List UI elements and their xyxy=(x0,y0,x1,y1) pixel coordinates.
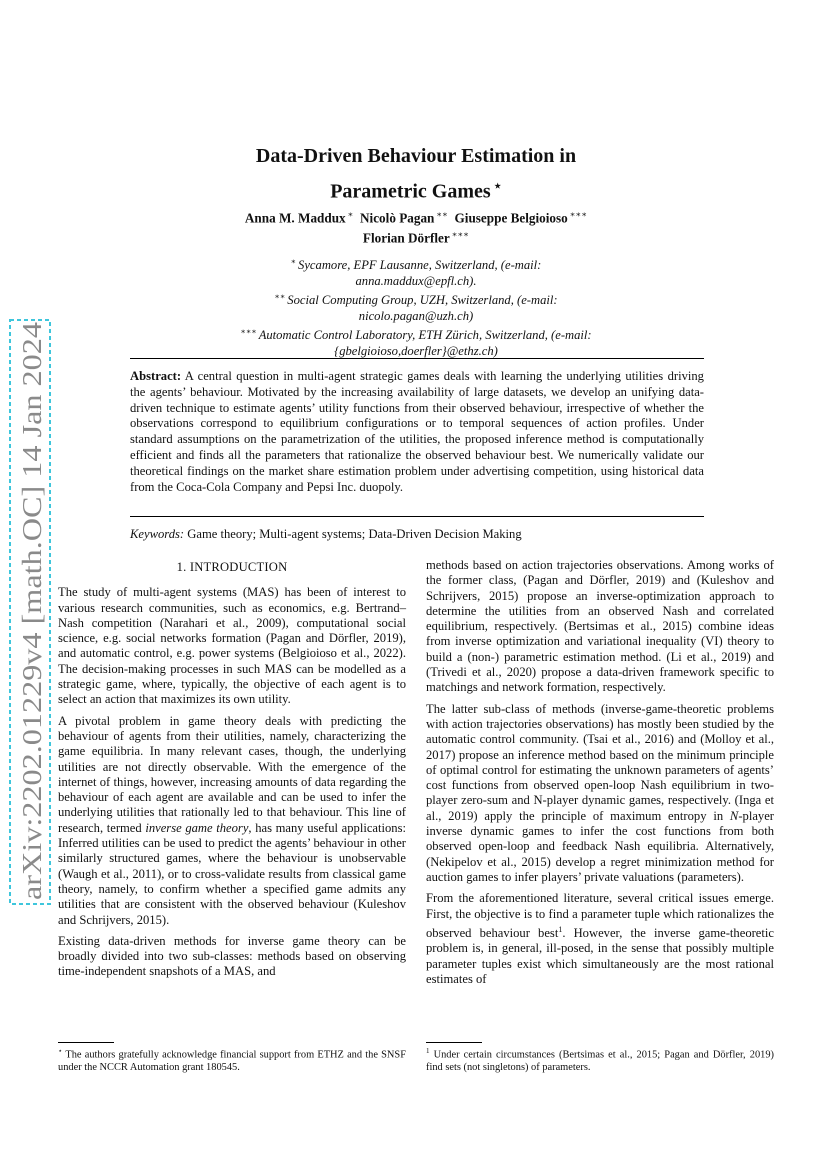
affiliation-text: Automatic Control Laboratory, ETH Zürich, Switzerland, (e-mail: xyxy=(258,328,592,343)
title-line-1: Data-Driven Behaviour Estimation in xyxy=(255,145,577,167)
paragraph-text: , has many useful applications: Inferred utilities can be used to predict the agents’ behaviour in other similarly structured games, where the behaviour is unobservable (Waugh et al., 2011), or to cross-validate results from classical game theory, namely, to confirm whether a specified game admits any utilities that are consistent with the observed behaviour (Kuleshov and Schrijvers, 2015). xyxy=(58,820,406,927)
footnote-rule-left xyxy=(58,1042,114,1043)
author-name: Nicolò Pagan xyxy=(360,210,435,226)
author-name: Giuseppe Belgioioso xyxy=(454,210,568,226)
affiliation-line xyxy=(160,289,672,309)
right-column xyxy=(426,558,774,993)
abstract-bottom-rule xyxy=(130,516,704,517)
arxiv-stamp xyxy=(0,318,56,906)
author-mark: ∗∗∗ xyxy=(451,229,470,240)
paragraph xyxy=(58,714,406,928)
footnote-mark: ⋆ xyxy=(58,1047,63,1055)
abstract-label: Abstract: xyxy=(130,369,182,383)
footnote-right xyxy=(426,1045,774,1074)
abstract-text: A central question in multi-agent strategic games deals with learning the underlying utilities driving the agents’ behaviour. Motivated by the increasing availability of large datasets, we develop an unifying data-driven technique to estimate agents’ utility functions from their observed behaviour, irrespective of whether the observations correspond to equilibrium configurations or to temporal sequences of action profiles. Under standard assumptions on the parametrization of the utilities, the proposed inference method is computationally efficient and finds all the parameters that rationalize the observed behaviour best. We numerically validate our theoretical findings on the market share estimation problem under advertising competition, using historical data from the Coca-Cola Company and Pepsi Inc. duopoly. xyxy=(130,369,704,494)
paragraph xyxy=(426,702,774,886)
author-mark: ∗∗ xyxy=(436,209,448,219)
affiliation-text: Sycamore, EPF Lausanne, Switzerland, (e-mail: xyxy=(298,258,542,273)
left-column xyxy=(58,558,406,986)
footnote-rule-right xyxy=(426,1042,482,1043)
abstract xyxy=(130,369,704,495)
author-line-2 xyxy=(160,226,672,246)
paragraph-text: From the aforementioned literature, several critical issues emerge. First, the objective is to find a parameter tuple which rationalizes the observed behaviour best xyxy=(426,891,774,941)
footnote-mark: 1 xyxy=(426,1047,430,1055)
author-name: Florian Dörfler xyxy=(362,230,450,246)
footnote-text: Under certain circumstances (Bertsimas et al., 2015; Pagan and Dörfler, 2019) find sets (not singletons) of parameters. xyxy=(426,1049,774,1074)
footnote-text: The authors gratefully acknowledge financial support from ETHZ and the SNSF under the NCCR Automation grant 180545. xyxy=(58,1049,406,1074)
paragraph-text: The latter sub-class of methods (inverse-game-theoretic problems with action trajectories observations) has mostly been studied by the automatic control community. (Tsai et al., 2016) and (Molloy et al., 2017) propose an inference method based on the minimum principle of optimal control for estimating the unknown parameters of agents’ cost functions from observed open-loop Nash equilibrium in two-player zero-sum and N-player dynamic games, respectively. (Inga et al., 2019) apply the principle of maximum entropy in xyxy=(426,701,774,823)
paper-title xyxy=(160,142,672,207)
arxiv-stamp-text: arXiv:2202.01229v4 [math.OC] 14 Jan 2024 xyxy=(17,415,47,900)
affiliation-email: nicolo.pagan@uzh.ch) xyxy=(358,308,474,323)
affiliation-mark: ∗∗∗ xyxy=(240,327,257,336)
title-line-2 xyxy=(160,171,672,207)
keywords-text: Game theory; Multi-agent systems; Data-Driven Decision Making xyxy=(187,527,522,541)
paragraph xyxy=(426,891,774,987)
author-list xyxy=(160,206,672,247)
author-mark: ∗∗∗ xyxy=(569,209,588,219)
affiliation-mark: ∗ xyxy=(290,257,297,266)
paragraph: Existing data-driven methods for inverse game theory can be broadly divided into two sub-classes: methods based on observing time-independent snapshots of a MAS, and xyxy=(58,933,406,979)
paragraph: methods based on action trajectories observations. Among works of the former class, (Pagan and Dörfler, 2019) and (Kuleshov and Schrijvers, 2015) propose an inverse-optimization approach to determine the utilities from an observed Nash and correlated equilibrium, respectively. (Bertsimas et al., 2015) combine ideas from inverse optimization and variational inequality (VI) theory to build a (non-) parametric estimation method. (Li et al., 2019) and (Trivedi et al., 2020) propose a data-driven framework specific to matchings and network formation, respectively. xyxy=(426,558,774,695)
affiliation-line xyxy=(160,254,672,274)
title-star-mark: ⋆ xyxy=(493,178,502,193)
emphasis-term: inverse game theory xyxy=(145,820,249,835)
paragraph-text: -player inverse dynamic games to infer the cost functions from both observed open-loop and feedback Nash equilibria. Alternatively, (Nekipelov et al., 2015) develop a regret minimization method for auction games to infer players’ private valuations (parameters). xyxy=(426,808,774,884)
paragraph-text: . However, the inverse game-theoretic problem is, in general, ill-posed, in the sense that possibly multiple parameter tuples exist which simultaneously are the most rational estimates of xyxy=(426,926,774,986)
affiliation-email: anna.maddux@epfl.ch). xyxy=(355,273,477,288)
paragraph: The study of multi-agent systems (MAS) has been of interest to various research communities, such as economics, e.g. Bertrand–Nash competition (Narahari et al., 2009), computational social science, e.g. social networks formation (Pagan and Dörfler, 2019), and automatic control, e.g. power systems (Belgioioso et al., 2022). The decision-making processes in such MAS can be modelled as a strategic game, where, typically, the objective of each agent is to select an action that maximizes its own utility. xyxy=(58,585,406,707)
affiliation-text: Social Computing Group, UZH, Switzerland, (e-mail: xyxy=(287,293,558,308)
affiliation-email: {gbelgioioso,doerfler}@ethz.ch) xyxy=(334,343,498,358)
section-heading: 1. INTRODUCTION xyxy=(176,560,288,574)
keywords-label: Keywords: xyxy=(130,527,185,541)
author-line-1 xyxy=(160,206,672,226)
abstract-top-rule xyxy=(130,358,704,359)
affiliation-line xyxy=(160,324,672,344)
author-name: Anna M. Maddux xyxy=(244,210,346,226)
title-line-2-text: Parametric Games xyxy=(330,180,491,203)
affiliation-mark: ∗∗ xyxy=(274,292,286,301)
footnote-ref: 1 xyxy=(558,924,563,934)
author-mark: ∗ xyxy=(347,209,354,219)
footnote-left xyxy=(58,1045,406,1074)
keywords xyxy=(130,526,704,542)
paragraph-text: A pivotal problem in game theory deals with predicting the behaviour of agents from their utilities, namely, characterizing the game equilibria. In many relevant cases, though, the underlying utilities are not directly observable. With the emergence of the internet of things, however, increasing amounts of data regarding the behaviour of each agent are available and can be used to infer the underlying utilities that rationally led to that behaviour. This line of research, termed xyxy=(58,713,406,835)
affiliations xyxy=(160,254,672,359)
math-symbol: N xyxy=(729,808,739,823)
